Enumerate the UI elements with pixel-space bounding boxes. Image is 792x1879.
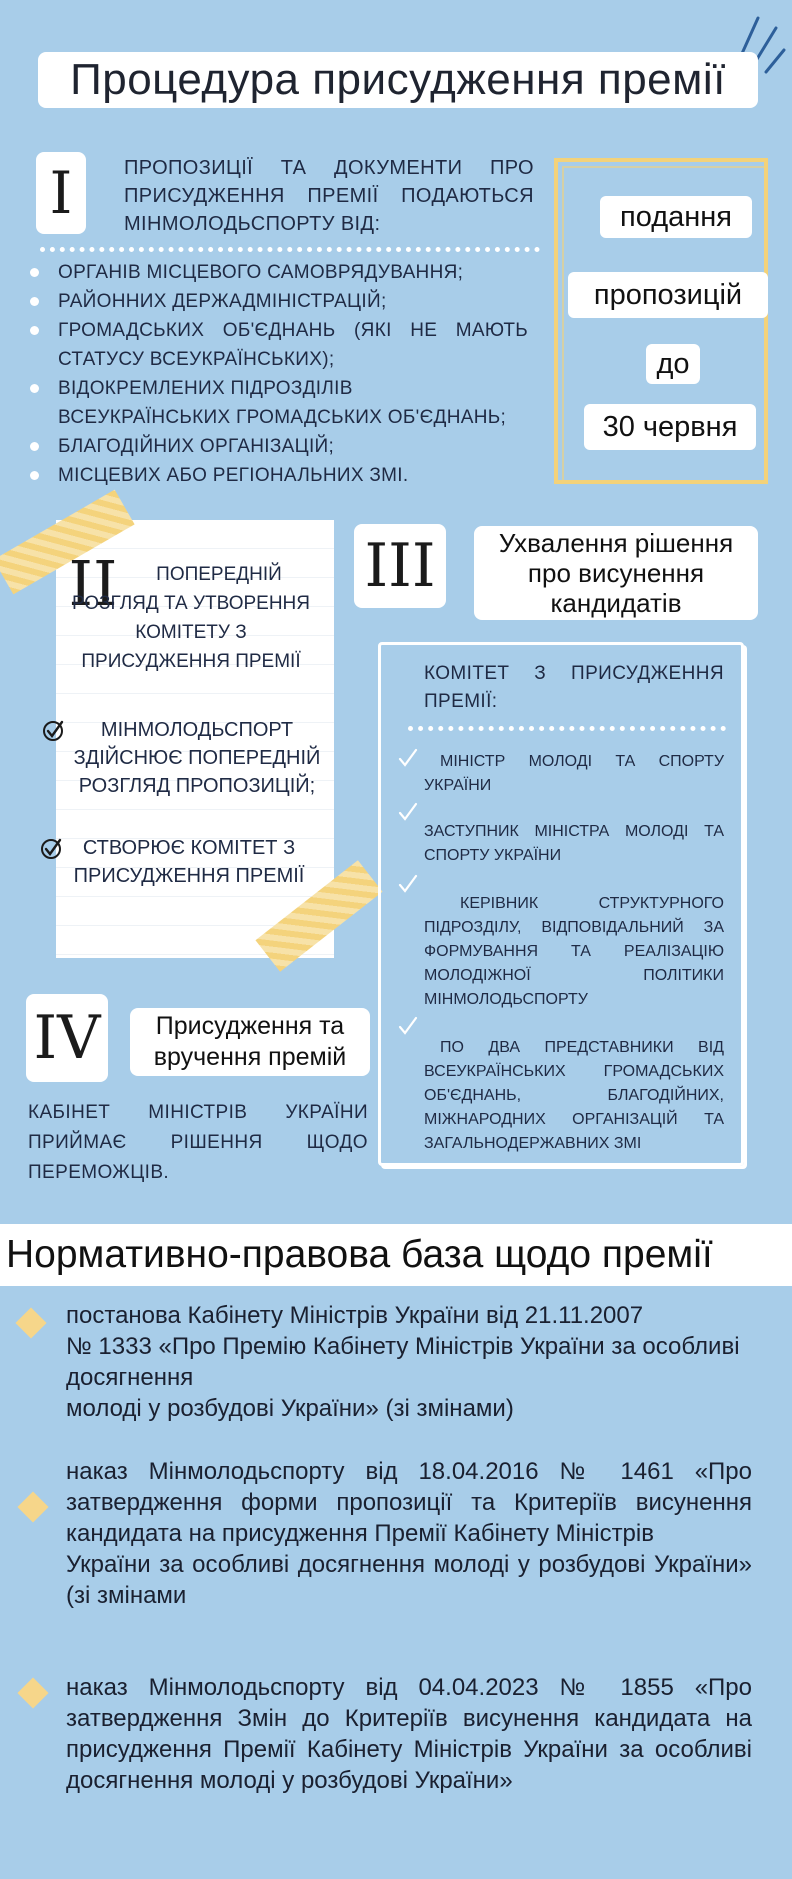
step-2-title-text: ПОПЕРЕДНІЙ РОЗГЛЯД ТА УТВОРЕННЯ КОМІТЕТУ З ПРИСУДЖЕННЯ ПРЕМІЇ: [71, 564, 310, 672]
check-circle-icon: [42, 720, 64, 742]
step-3-numeral: [354, 524, 446, 608]
legal-section-title-bar: [0, 1224, 792, 1286]
step-1-numeral: [36, 152, 86, 234]
diamond-bullet-icon: [17, 1677, 48, 1708]
step-2-title: [66, 560, 316, 676]
step-2-numeral: II: [68, 546, 118, 620]
step-1-numeral-text: I: [49, 159, 73, 227]
step-3-numeral-text: III: [364, 531, 436, 601]
legal-item-3: наказ Мінмолодьспорту від 04.04.2023 № 1855 «Про затвердження Змін до Критеріїв висунення кандидата на присудження Премії Кабінету Міністрів України за особливі досягнення молоді у розбудові України»: [66, 1674, 752, 1794]
divider-dotted: [408, 726, 726, 731]
list-item: ГРОМАДСЬКИХ ОБ'ЄДНАНЬ (ЯКІ НЕ МАЮТЬ СТАТУСУ ВСЕУКРАЇНСЬКИХ);: [28, 316, 528, 374]
page-title: Процедура присудження премії: [38, 52, 758, 108]
deadline-date: 30 червня: [584, 404, 756, 450]
committee-heading: КОМІТЕТ З ПРИСУДЖЕННЯ ПРЕМІЇ:: [424, 663, 724, 712]
committee-member: МІНІСТР МОЛОДІ ТА СПОРТУ УКРАЇНИ: [424, 753, 724, 794]
diamond-bullet-icon: [17, 1491, 48, 1522]
divider-dotted: [40, 247, 540, 252]
checkmark-icon: [398, 802, 418, 822]
checkmark-icon: [398, 748, 418, 768]
step-4-title: [130, 1008, 370, 1076]
deadline-label: до: [646, 344, 700, 384]
legal-item-2: [66, 1456, 752, 1611]
step-2-check-1: [42, 716, 324, 800]
step-4-title-text: Присудження та вручення премій: [153, 1012, 347, 1071]
step-3-title-text: Ухвалення рішення про висунення кандидатів: [498, 528, 734, 618]
committee-member: КЕРІВНИК СТРУКТУРНОГО ПІДРОЗДІЛУ, ВІДПОВІДАЛЬНИЙ ЗА ФОРМУВАННЯ ТА РЕАЛІЗАЦІЮ МОЛОДІЖНОЇ ПОЛІТИКИ МІНМОЛОДЬСПОРТУ: [424, 895, 724, 1008]
legal-item-1: [66, 1300, 752, 1424]
legal-item-1-line-1: постанова Кабінету Міністрів України від 21.11.2007: [66, 1302, 644, 1329]
deadline-label: подання: [600, 196, 752, 238]
committee-member: ЗАСТУПНИК МІНІСТРА МОЛОДІ ТА СПОРТУ УКРАЇНИ: [424, 823, 724, 864]
list-item: БЛАГОДІЙНИХ ОРГАНІЗАЦІЙ;: [28, 432, 528, 461]
diamond-bullet-icon: [15, 1307, 46, 1338]
step-2-check-1-text: МІНМОЛОДЬСПОРТ ЗДІЙСНЮЄ ПОПЕРЕДНІЙ РОЗГЛЯД ПРОПОЗИЦІЙ;: [73, 719, 321, 797]
legal-item-2-line-2: України за особливі досягнення молоді у розбудові України» (зі змінами: [66, 1551, 752, 1609]
committee-member: ПО ДВА ПРЕДСТАВНИКИ ВІД ВСЕУКРАЇНСЬКИХ ГРОМАДСЬКИХ ОБ'ЄДНАНЬ, БЛАГОДІЙНИХ, МІЖНАРОДНИХ ОРГАНІЗАЦІЙ ТА ЗАГАЛЬНОДЕРЖАВНИХ ЗМІ: [424, 1039, 724, 1152]
checkmark-icon: [398, 1016, 418, 1036]
checkmark-icon: [398, 874, 418, 894]
step-2-check-2-text: СТВОРЮЄ КОМІТЕТ З ПРИСУДЖЕННЯ ПРЕМІЇ: [73, 837, 305, 887]
deadline-label: пропозицій: [568, 272, 768, 318]
legal-item-1-line-3: молоді у розбудові України» (зі змінами): [66, 1395, 514, 1422]
legal-section-title: Нормативно-правова база щодо премії: [6, 1233, 713, 1276]
step-3-title: [474, 526, 758, 620]
step-4-numeral: [26, 994, 108, 1082]
list-item: РАЙОННИХ ДЕРЖАДМІНІСТРАЦІЙ;: [28, 287, 528, 316]
step-4-text: КАБІНЕТ МІНІСТРІВ УКРАЇНИ ПРИЙМАЄ РІШЕННЯ ЩОДО ПЕРЕМОЖЦІВ.: [28, 1102, 368, 1183]
step-1-sources-list: [28, 258, 528, 490]
legal-item-2-line-1: наказ Мінмолодьспорту від 18.04.2016 № 1461 «Про затвердження форми пропозиції та Критеріїв висунення кандидата на присудження Премії Кабінету Міністрів: [66, 1458, 752, 1547]
check-circle-icon: [40, 838, 62, 860]
step-2-check-2: [40, 834, 310, 890]
list-item: ОРГАНІВ МІСЦЕВОГО САМОВРЯДУВАННЯ;: [28, 258, 528, 287]
step-4-numeral-text: IV: [33, 1003, 101, 1073]
step-1-intro: ПРОПОЗИЦІЇ ТА ДОКУМЕНТИ ПРО ПРИСУДЖЕННЯ ПРЕМІЇ ПОДАЮТЬСЯ МІНМОЛОДЬСПОРТУ ВІД:: [124, 157, 534, 235]
legal-item-1-line-2: № 1333 «Про Премію Кабінету Міністрів України за особливі досягнення: [66, 1333, 740, 1391]
list-item: ВІДОКРЕМЛЕНИХ ПІДРОЗДІЛІВ ВСЕУКРАЇНСЬКИХ ГРОМАДСЬКИХ ОБ'ЄДНАНЬ;: [28, 374, 528, 432]
list-item: МІСЦЕВИХ АБО РЕГІОНАЛЬНИХ ЗМІ.: [28, 461, 528, 490]
